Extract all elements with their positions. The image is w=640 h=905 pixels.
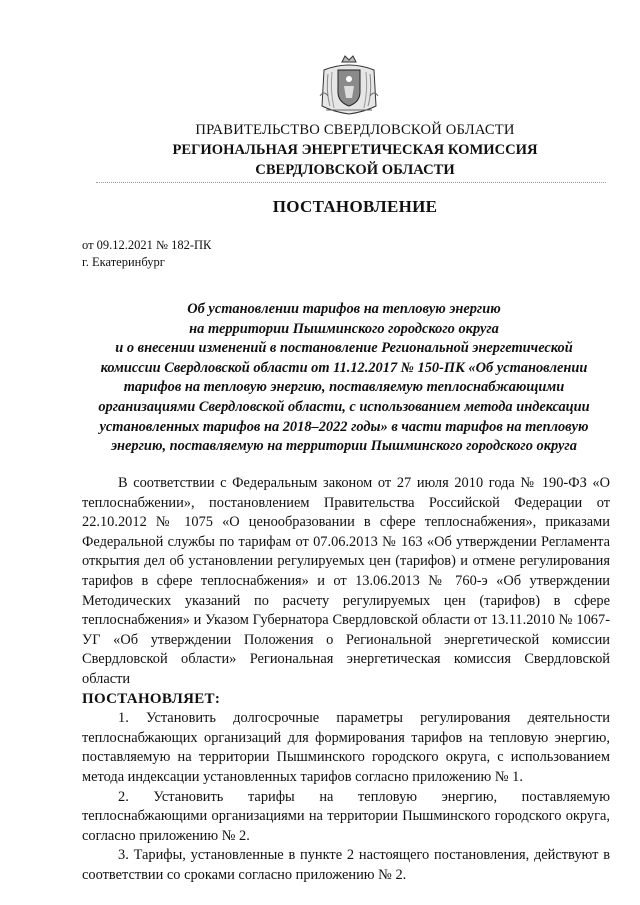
document-city: г. Екатеринбург bbox=[82, 255, 165, 269]
document-subject bbox=[84, 300, 604, 457]
org-title-government: ПРАВИТЕЛЬСТВО СВЕРДЛОВСКОЙ ОБЛАСТИ bbox=[195, 122, 515, 138]
subject-line: Об установлении тарифов на тепловую энергию bbox=[187, 301, 501, 317]
subject-line: организациями Свердловской области, с использованием метода индексации bbox=[98, 398, 590, 415]
org-title-commission: РЕГИОНАЛЬНАЯ ЭНЕРГЕТИЧЕСКАЯ КОМИССИЯ bbox=[172, 142, 538, 158]
subject-line: энергию, поставляемую на территории Пышминского городского округа bbox=[111, 438, 577, 455]
document-body bbox=[82, 474, 610, 885]
subject-line: комиссии Свердловской области от 11.12.2017 № 150-ПК «Об установлении bbox=[100, 359, 588, 376]
org-title-region: СВЕРДЛОВСКОЙ ОБЛАСТИ bbox=[255, 162, 455, 178]
document-type-title: ПОСТАНОВЛЕНИЕ bbox=[272, 197, 438, 216]
decree-item-2: 2. Установить тарифы на тепловую энергию, поставляемую теплоснабжающими организациями на территории Пышминского городского округа, согласно приложению № 2. bbox=[82, 788, 610, 844]
subject-line: на территории Пышминского городского округа bbox=[189, 320, 499, 337]
decree-item-3: 3. Тарифы, установленные в пункте 2 настоящего постановления, действуют в соответствии со сроками согласно приложению № 2. bbox=[82, 847, 610, 883]
document-date-number: от 09.12.2021 № 182-ПК bbox=[82, 238, 212, 252]
decree-heading: ПОСТАНОВЛЯЕТ: bbox=[82, 690, 221, 707]
subject-line: тарифов на тепловую энергию, поставляемую теплоснабжающими bbox=[123, 379, 565, 396]
subject-line: и о внесении изменений в постановление Региональной энергетической bbox=[115, 340, 573, 357]
header-divider bbox=[96, 182, 606, 183]
subject-line: установленных тарифов на 2018–2022 годы» в части тарифов на тепловую bbox=[99, 418, 589, 435]
preamble-paragraph: В соответствии с Федеральным законом от 27 июля 2010 года № 190-ФЗ «О теплоснабжении», постановлением Правительства Российской Федерации от 22.10.2012 № 1075 «О ценообразовании в сфере теплоснабжения», приказами Федеральной службы по тарифам от 07.06.2013 № 163 «Об утверждении Регламента открытия дел об установлении регулируемых цен (тарифов) и отмене регулирования тарифов в сфере теплоснабжения» и от 13.06.2013 № 760-э «Об утверждении Методических указаний по расчету регулируемых цен (тарифов) в сфере теплоснабжения» и Указом Губернатора Свердловской области от 13.11.2010 № 1067-УГ «Об утверждении Положения о Региональной энергетической комиссии Свердловской области» Региональная энергетическая комиссия Свердловской области bbox=[82, 475, 610, 687]
sverdlovsk-coat-of-arms-icon bbox=[318, 52, 380, 116]
decree-item-1: 1. Установить долгосрочные параметры регулирования деятельности теплоснабжающих организаций для формирования тарифов на тепловую энергию, поставляемую на территории Пышминского городского округа, с использованием метода индексации установленных тарифов согласно приложению № 1. bbox=[82, 710, 610, 785]
